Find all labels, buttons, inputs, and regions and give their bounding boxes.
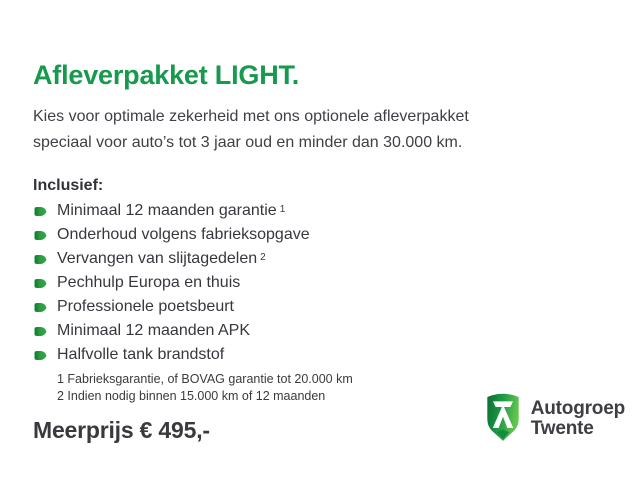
subtitle	[33, 104, 640, 156]
leaf-bullet-icon	[33, 278, 47, 289]
list-item-label: Minimaal 12 maanden garantie	[57, 202, 277, 219]
leaf-bullet-icon	[33, 350, 47, 361]
footnote-marker: 2	[260, 251, 266, 263]
leaf-bullet-icon	[33, 230, 47, 241]
list-item	[33, 271, 640, 295]
leaf-bullet-icon	[33, 326, 47, 337]
list-item-label: Professionele poetsbeurt	[57, 298, 234, 315]
shield-logo-icon	[484, 392, 522, 443]
leaf-bullet-icon	[33, 206, 47, 217]
list-item	[33, 319, 640, 343]
included-heading: Inclusief:	[33, 177, 104, 194]
list-item	[33, 199, 640, 223]
list-item	[33, 343, 640, 367]
logo-text	[531, 399, 625, 439]
subtitle-line-2: speciaal voor auto’s tot 3 jaar oud en minder dan 30.000 km.	[33, 134, 463, 151]
list-item	[33, 223, 640, 247]
list-item-label: Minimaal 12 maanden APK	[57, 322, 250, 339]
list-item	[33, 247, 640, 271]
page-title: Afleverpakket LIGHT.	[33, 60, 300, 90]
list-item-label: Halfvolle tank brandstof	[57, 346, 225, 363]
list-item-label: Onderhoud volgens fabrieksopgave	[57, 226, 310, 243]
footnote-1: 1 Fabrieksgarantie, of BOVAG garantie tot 20.000 km	[57, 372, 353, 386]
included-list	[33, 199, 640, 367]
price-label: Meerprijs € 495,-	[33, 417, 210, 443]
leaf-bullet-icon	[33, 302, 47, 313]
subtitle-line-1: Kies voor optimale zekerheid met ons optionele afleverpakket	[33, 108, 469, 125]
footnote-2: 2 Indien nodig binnen 15.000 km of 12 maanden	[57, 389, 326, 403]
logo-text-line-1: Autogroep	[530, 398, 625, 419]
leaf-bullet-icon	[33, 254, 47, 265]
list-item-label: Pechhulp Europa en thuis	[57, 274, 241, 291]
logo-text-line-2: Twente	[530, 418, 594, 439]
autogroep-twente-logo	[484, 392, 625, 443]
list-item	[33, 295, 640, 319]
list-item-label: Vervangen van slijtagedelen	[57, 250, 258, 267]
footnote-marker: 1	[279, 203, 286, 215]
